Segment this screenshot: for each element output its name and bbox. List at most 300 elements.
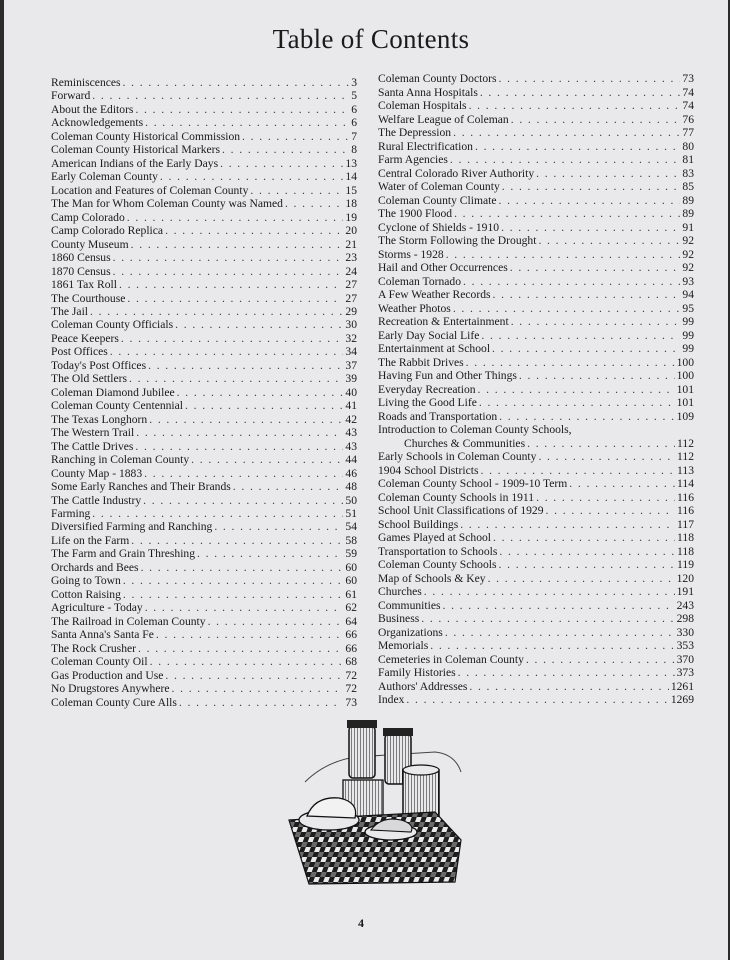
toc-entry [378,207,694,221]
toc-entry-title: Churches [378,585,422,598]
toc-entry-title: Santa Anna's Santa Fe [51,628,154,642]
toc-leader-dots [493,288,681,302]
toc-entry [51,278,357,291]
toc-entry-page: 18 [345,197,357,211]
toc-leader-dots [214,520,343,533]
toc-entry [378,315,694,329]
toc-entry-page: 61 [345,587,357,601]
toc-entry-page: 76 [682,112,694,126]
toc-leader-dots [458,666,675,680]
toc-leader-dots [511,315,681,329]
toc-entry [378,126,694,140]
toc-leader-dots [148,359,343,372]
toc-entry-page: 101 [676,396,694,409]
toc-leader-dots [191,453,343,466]
toc-entry-page: 42 [345,412,357,426]
toc-entry [378,585,694,599]
toc-entry-page: 30 [345,318,357,332]
toc-entry-page: 14 [345,170,357,184]
toc-entry [51,265,357,278]
toc-entry-page: 99 [682,315,694,328]
toc-entry [378,221,694,235]
toc-leader-dots [145,601,344,614]
toc-leader-dots [160,170,344,183]
toc-leader-dots [150,655,344,668]
toc-leader-dots [519,369,675,383]
toc-entry-page: 66 [345,628,357,642]
toc-entry-title: Storms - 1928 [378,247,444,261]
toc-leader-dots [569,477,675,491]
toc-leader-dots [113,265,344,278]
toc-entry-title: The Farm and Grain Threshing [51,547,196,561]
toc-entry-page: 54 [345,520,357,534]
toc-column-right [378,72,694,707]
toc-leader-dots [135,103,349,116]
toc-leader-dots [92,507,343,520]
toc-entry-page: 112 [677,436,694,450]
toc-entry-title: Camp Colorado Replica [51,224,164,238]
toc-entry-page: 20 [345,224,357,238]
toc-entry [378,248,694,262]
toc-entry [378,639,694,653]
toc-entry [51,696,357,709]
toc-entry-title: Authors' Addresses [378,679,468,693]
toc-leader-dots [145,116,349,129]
toc-leader-dots [499,545,675,559]
toc-entry [51,507,357,520]
toc-entry [51,332,357,345]
toc-entry-title: Santa Anna Hospitals [378,85,478,99]
toc-entry-title: Acknowledgements [51,116,144,130]
toc-entry-page: 29 [345,304,357,318]
toc-entry-title: Coleman Diamond Jubilee [51,385,175,399]
toc-entry [51,615,357,628]
toc-entry [378,504,694,518]
toc-entry-page: 7 [351,129,357,143]
toc-leader-dots [131,534,343,547]
toc-entry-title: Family Histories [378,666,456,679]
toc-leader-dots [127,211,344,224]
toc-entry-title: The Storm Following the Drought [378,234,537,247]
toc-leader-dots [165,669,343,682]
toc-leader-dots [185,399,343,412]
toc-entry [51,642,357,655]
toc-leader-dots [546,504,676,518]
toc-entry [51,534,357,547]
toc-leader-dots [144,467,343,480]
toc-entry [378,72,694,86]
toc-leader-dots [222,143,349,156]
toc-leader-dots [499,558,676,572]
toc-leader-dots [479,396,675,410]
toc-leader-dots [242,130,349,143]
toc-leader-dots [123,76,350,89]
toc-entry-page: 39 [345,372,357,386]
toc-entry-page: 85 [682,180,694,193]
toc-entry-page: 99 [682,342,694,355]
toc-entry [378,167,694,181]
toc-entry-page: 94 [682,288,694,301]
toc-entry-page: 3 [351,76,357,89]
toc-entry-page: 37 [345,358,357,372]
toc-entry-page: 112 [677,450,694,463]
toc-entry-title: Farm Agencies [378,153,448,166]
toc-entry-page: 109 [676,409,694,423]
toc-entry-title: Transportation to Schools [378,544,498,558]
toc-leader-dots [430,639,674,653]
toc-entry [51,494,357,507]
toc-entry-title: The Depression [378,126,452,139]
toc-leader-dots [454,207,680,221]
toc-entry-title: Rural Electrification [378,139,473,153]
toc-leader-dots [499,194,681,208]
toc-entry-page: 59 [345,547,357,561]
toc-entry [51,399,357,412]
toc-entry [378,410,694,424]
toc-entry-title: Life on the Farm [51,533,130,547]
toc-leader-dots [424,585,675,599]
toc-leader-dots [466,356,675,370]
toc-entry [378,140,694,154]
toc-entry-page: 100 [676,369,694,382]
toc-entry-title: Hail and Other Occurrences [378,261,508,274]
toc-entry [51,238,357,251]
toc-entry [51,467,357,480]
toc-leader-dots [135,440,343,453]
toc-leader-dots [526,653,675,667]
still-life-illustration [285,712,465,887]
toc-entry-page: 13 [345,156,357,170]
toc-entry-title: Diversified Farming and Ranching [51,520,213,534]
toc-entry-page: 1261 [670,679,694,693]
toc-entry-title: Coleman Tornado [378,274,462,288]
toc-entry [378,194,694,208]
toc-entry-title: County Museum [51,237,129,251]
toc-entry [378,450,694,464]
toc-entry-title: The Railroad in Coleman County [51,614,206,628]
toc-entry [378,383,694,397]
toc-entry-page: 120 [676,571,694,585]
toc-entry-title: Coleman Hospitals [378,99,467,112]
toc-leader-dots [197,547,343,560]
toc-entry-title: Today's Post Offices [51,358,147,372]
toc-entry-page: 77 [682,126,694,139]
toc-entry-title: Going to Town [51,574,121,588]
toc-entry-title: Early Schools in Coleman County [378,450,537,463]
toc-leader-dots [501,221,680,235]
toc-entry-page: 64 [345,614,357,628]
toc-leader-dots [538,234,680,248]
toc-entry [378,302,694,316]
toc-entry [51,103,357,116]
toc-entry-title: Coleman County Oil [51,655,148,669]
toc-entry [51,211,357,224]
toc-entry-page: 40 [345,385,357,399]
toc-entry-page: 116 [677,490,694,504]
toc-entry [51,628,357,641]
toc-leader-dots [538,450,675,464]
toc-entry-title: The Jail [51,304,89,318]
toc-entry-page: 91 [682,220,694,234]
toc-leader-dots [110,345,344,358]
toc-leader-dots [136,426,343,439]
toc-entry-page: 74 [682,99,694,112]
toc-entry [378,369,694,383]
toc-entry [378,234,694,248]
toc-entry-title: Welfare League of Coleman [378,112,509,126]
toc-leader-dots [511,113,681,127]
toc-entry [51,547,357,560]
toc-entry-page: 21 [345,237,357,251]
toc-entry-page: 298 [676,612,694,625]
toc-entry-page: 62 [345,601,357,615]
toc-entry-page: 114 [677,477,694,490]
toc-entry-page: 68 [345,655,357,669]
page-title: Table of Contents [272,24,470,54]
toc-entry [51,89,357,102]
toc-entry-page: 89 [682,207,694,220]
toc-leader-dots [208,615,344,628]
toc-entry-page: 23 [345,251,357,265]
toc-leader-dots [233,480,344,493]
toc-entry-title: Having Fun and Other Things [378,369,517,382]
toc-entry-page: 44 [345,453,357,467]
toc-entry-title: The Cattle Drives [51,439,134,453]
toc-entry-page: 92 [682,234,694,247]
toc-entry-title: Gas Production and Use [51,668,164,682]
toc-entry [51,345,357,358]
toc-entry-page: 353 [676,639,694,652]
toc-entry [51,251,357,264]
toc-entry [51,318,357,331]
toc-entry-page: 99 [682,328,694,342]
toc-leader-dots [481,329,680,343]
toc-entry-title: Business [378,612,420,625]
toc-leader-dots [446,248,681,262]
toc-entry-title: School Unit Classifications of 1929 [378,504,544,517]
toc-entry [51,520,357,533]
toc-entry-title: Reminiscences [51,76,121,89]
toc-entry [51,426,357,439]
toc-entry-title: Location and Features of Coleman County [51,183,249,197]
toc-entry-page: 93 [682,274,694,288]
toc-entry [378,693,694,707]
toc-leader-dots [149,413,343,426]
toc-entry-title: Games Played at School [378,531,492,544]
toc-entry-title: Living the Good Life [378,396,477,409]
toc-leader-dots [138,642,343,655]
toc-entry [378,666,694,680]
page-number: 4 [358,916,364,930]
toc-entry [51,413,357,426]
toc-entry [51,224,357,237]
toc-leader-dots [406,693,668,707]
toc-entry [51,197,357,210]
toc-leader-dots [527,437,675,451]
toc-leader-dots [453,126,680,140]
toc-entry-title: Coleman County Officials [51,318,174,332]
toc-leader-dots [536,491,675,505]
toc-entry-title: Everyday Recreation [378,382,476,396]
toc-entry-title: The Courthouse [51,291,126,305]
toc-leader-dots [499,410,674,424]
toc-entry [51,588,357,601]
toc-entry [378,545,694,559]
toc-leader-dots [510,261,681,275]
toc-leader-dots [90,305,343,318]
toc-entry [51,386,357,399]
toc-entry-page: 1269 [670,693,694,706]
toc-entry-title: Coleman County Historical Commission [51,129,241,143]
toc-entry [51,359,357,372]
toc-entry [51,453,357,466]
toc-entry-page: 24 [345,264,357,278]
toc-entry-title: 1870 Census [51,264,111,278]
toc-entry-title: 1861 Tax Roll [51,278,117,292]
toc-entry-title: The Western Trail [51,426,135,440]
toc-entry-title: Entertainment at School [378,342,491,355]
toc-leader-dots [480,464,675,478]
toc-entry-title: Memorials [378,639,429,652]
toc-entry-page: 118 [677,544,694,558]
toc-entry-title: Introduction to Coleman County Schools, [378,423,572,436]
toc-leader-dots [131,238,344,251]
toc-entry [51,143,357,156]
toc-entry-title: The Man for Whom Coleman County was Named [51,197,283,211]
toc-entry-page: 6 [351,102,357,116]
toc-entry-title: Early Coleman County [51,170,158,184]
toc-entry [51,601,357,614]
toc-entry [378,437,694,451]
toc-entry-page: 92 [682,247,694,261]
toc-entry [378,275,694,289]
toc-entry [378,180,694,194]
toc-entry [378,423,694,437]
toc-entry-page: 370 [676,652,694,666]
toc-entry [378,396,694,410]
toc-leader-dots [502,180,681,194]
toc-entry-title: Roads and Transportation [378,409,498,423]
toc-leader-dots [179,696,343,709]
toc-entry [378,113,694,127]
toc-entry [378,572,694,586]
toc-entry-title: The 1900 Flood [378,207,453,220]
toc-leader-dots [445,626,675,640]
toc-entry-page: 89 [682,193,694,207]
toc-entry [51,292,357,305]
toc-entry-title: Forward [51,89,91,103]
toc-leader-dots [156,628,344,641]
toc-entry-title: Index [378,693,405,706]
toc-entry-page: 243 [676,598,694,612]
toc-entry-title: The Cattle Industry [51,493,142,507]
toc-entry-page: 43 [345,439,357,453]
toc-leader-dots [121,332,343,345]
toc-entry-page: 119 [677,558,694,571]
toc-entry-page: 373 [676,666,694,679]
toc-entry-page: 41 [345,399,357,413]
toc-entry-page: 32 [345,331,357,345]
toc-leader-dots [499,72,681,86]
toc-entry [378,342,694,356]
toc-leader-dots [450,153,681,167]
toc-entry-page: 60 [345,574,357,588]
toc-entry-page: 8 [351,143,357,157]
toc-entry-page: 100 [676,355,694,369]
toc-entry-title: Coleman County Centennial [51,399,184,413]
toc-entry-title: Map of Schools & Key [378,571,486,585]
toc-entry [51,184,357,197]
toc-entry-page: 19 [345,210,357,224]
toc-leader-dots [493,531,675,545]
toc-entry [51,157,357,170]
toc-entry-title: Orchards and Bees [51,560,139,574]
toc-entry [51,682,357,695]
toc-entry-title: American Indians of the Early Days [51,156,219,170]
toc-entry-title: Organizations [378,625,443,639]
toc-entry-title: Cotton Raising [51,587,121,601]
toc-entry-title: Cyclone of Shields - 1910 [378,220,500,234]
toc-entry-title: Some Early Ranches and Their Brands [51,480,231,494]
toc-entry-title: Post Offices [51,345,108,359]
toc-entry-title: County Map - 1883 [51,466,143,480]
toc-entry-title: Farming [51,507,91,520]
toc-entry-title: Churches & Communities [404,436,526,450]
toc-entry-page: 50 [345,493,357,507]
toc-leader-dots [453,302,681,316]
toc-entry-page: 58 [345,533,357,547]
toc-leader-dots [123,574,344,587]
toc-entry [378,653,694,667]
toc-entry [51,480,357,493]
toc-entry-page: 5 [351,89,357,103]
toc-leader-dots [250,184,343,197]
toc-entry-page: 92 [682,261,694,274]
toc-entry [378,356,694,370]
toc-entry-page: 72 [345,682,357,696]
toc-entry-title: Coleman County Historical Markers [51,143,221,157]
toc-entry-page: 72 [345,668,357,682]
toc-leader-dots [172,682,344,695]
toc-entry-page: 117 [677,517,694,531]
toc-leader-dots [119,278,343,291]
toc-leader-dots [220,157,343,170]
toc-entry-page: 27 [345,291,357,305]
toc-entry-title: No Drugstores Anywhere [51,682,170,696]
toc-leader-dots [127,292,343,305]
toc-entry [51,305,357,318]
toc-entry-title: Coleman County School - 1909-10 Term [378,477,568,490]
toc-leader-dots [469,680,668,694]
toc-leader-dots [129,372,343,385]
toc-leader-dots [165,224,343,237]
toc-entry-title: Early Day Social Life [378,328,480,342]
toc-leader-dots [123,588,344,601]
toc-entry [378,558,694,572]
toc-entry-title: Coleman County Climate [378,193,497,207]
book-page [4,0,728,960]
toc-column-left [51,76,357,709]
toc-entry-title: School Buildings [378,517,459,531]
toc-entry-page: 34 [345,345,357,359]
toc-entry-page: 66 [345,641,357,655]
toc-leader-dots [488,572,675,586]
toc-entry-title: Coleman County Schools in 1911 [378,490,535,504]
toc-entry [378,153,694,167]
toc-leader-dots [285,197,343,210]
toc-entry [378,261,694,275]
toc-entry [51,669,357,682]
